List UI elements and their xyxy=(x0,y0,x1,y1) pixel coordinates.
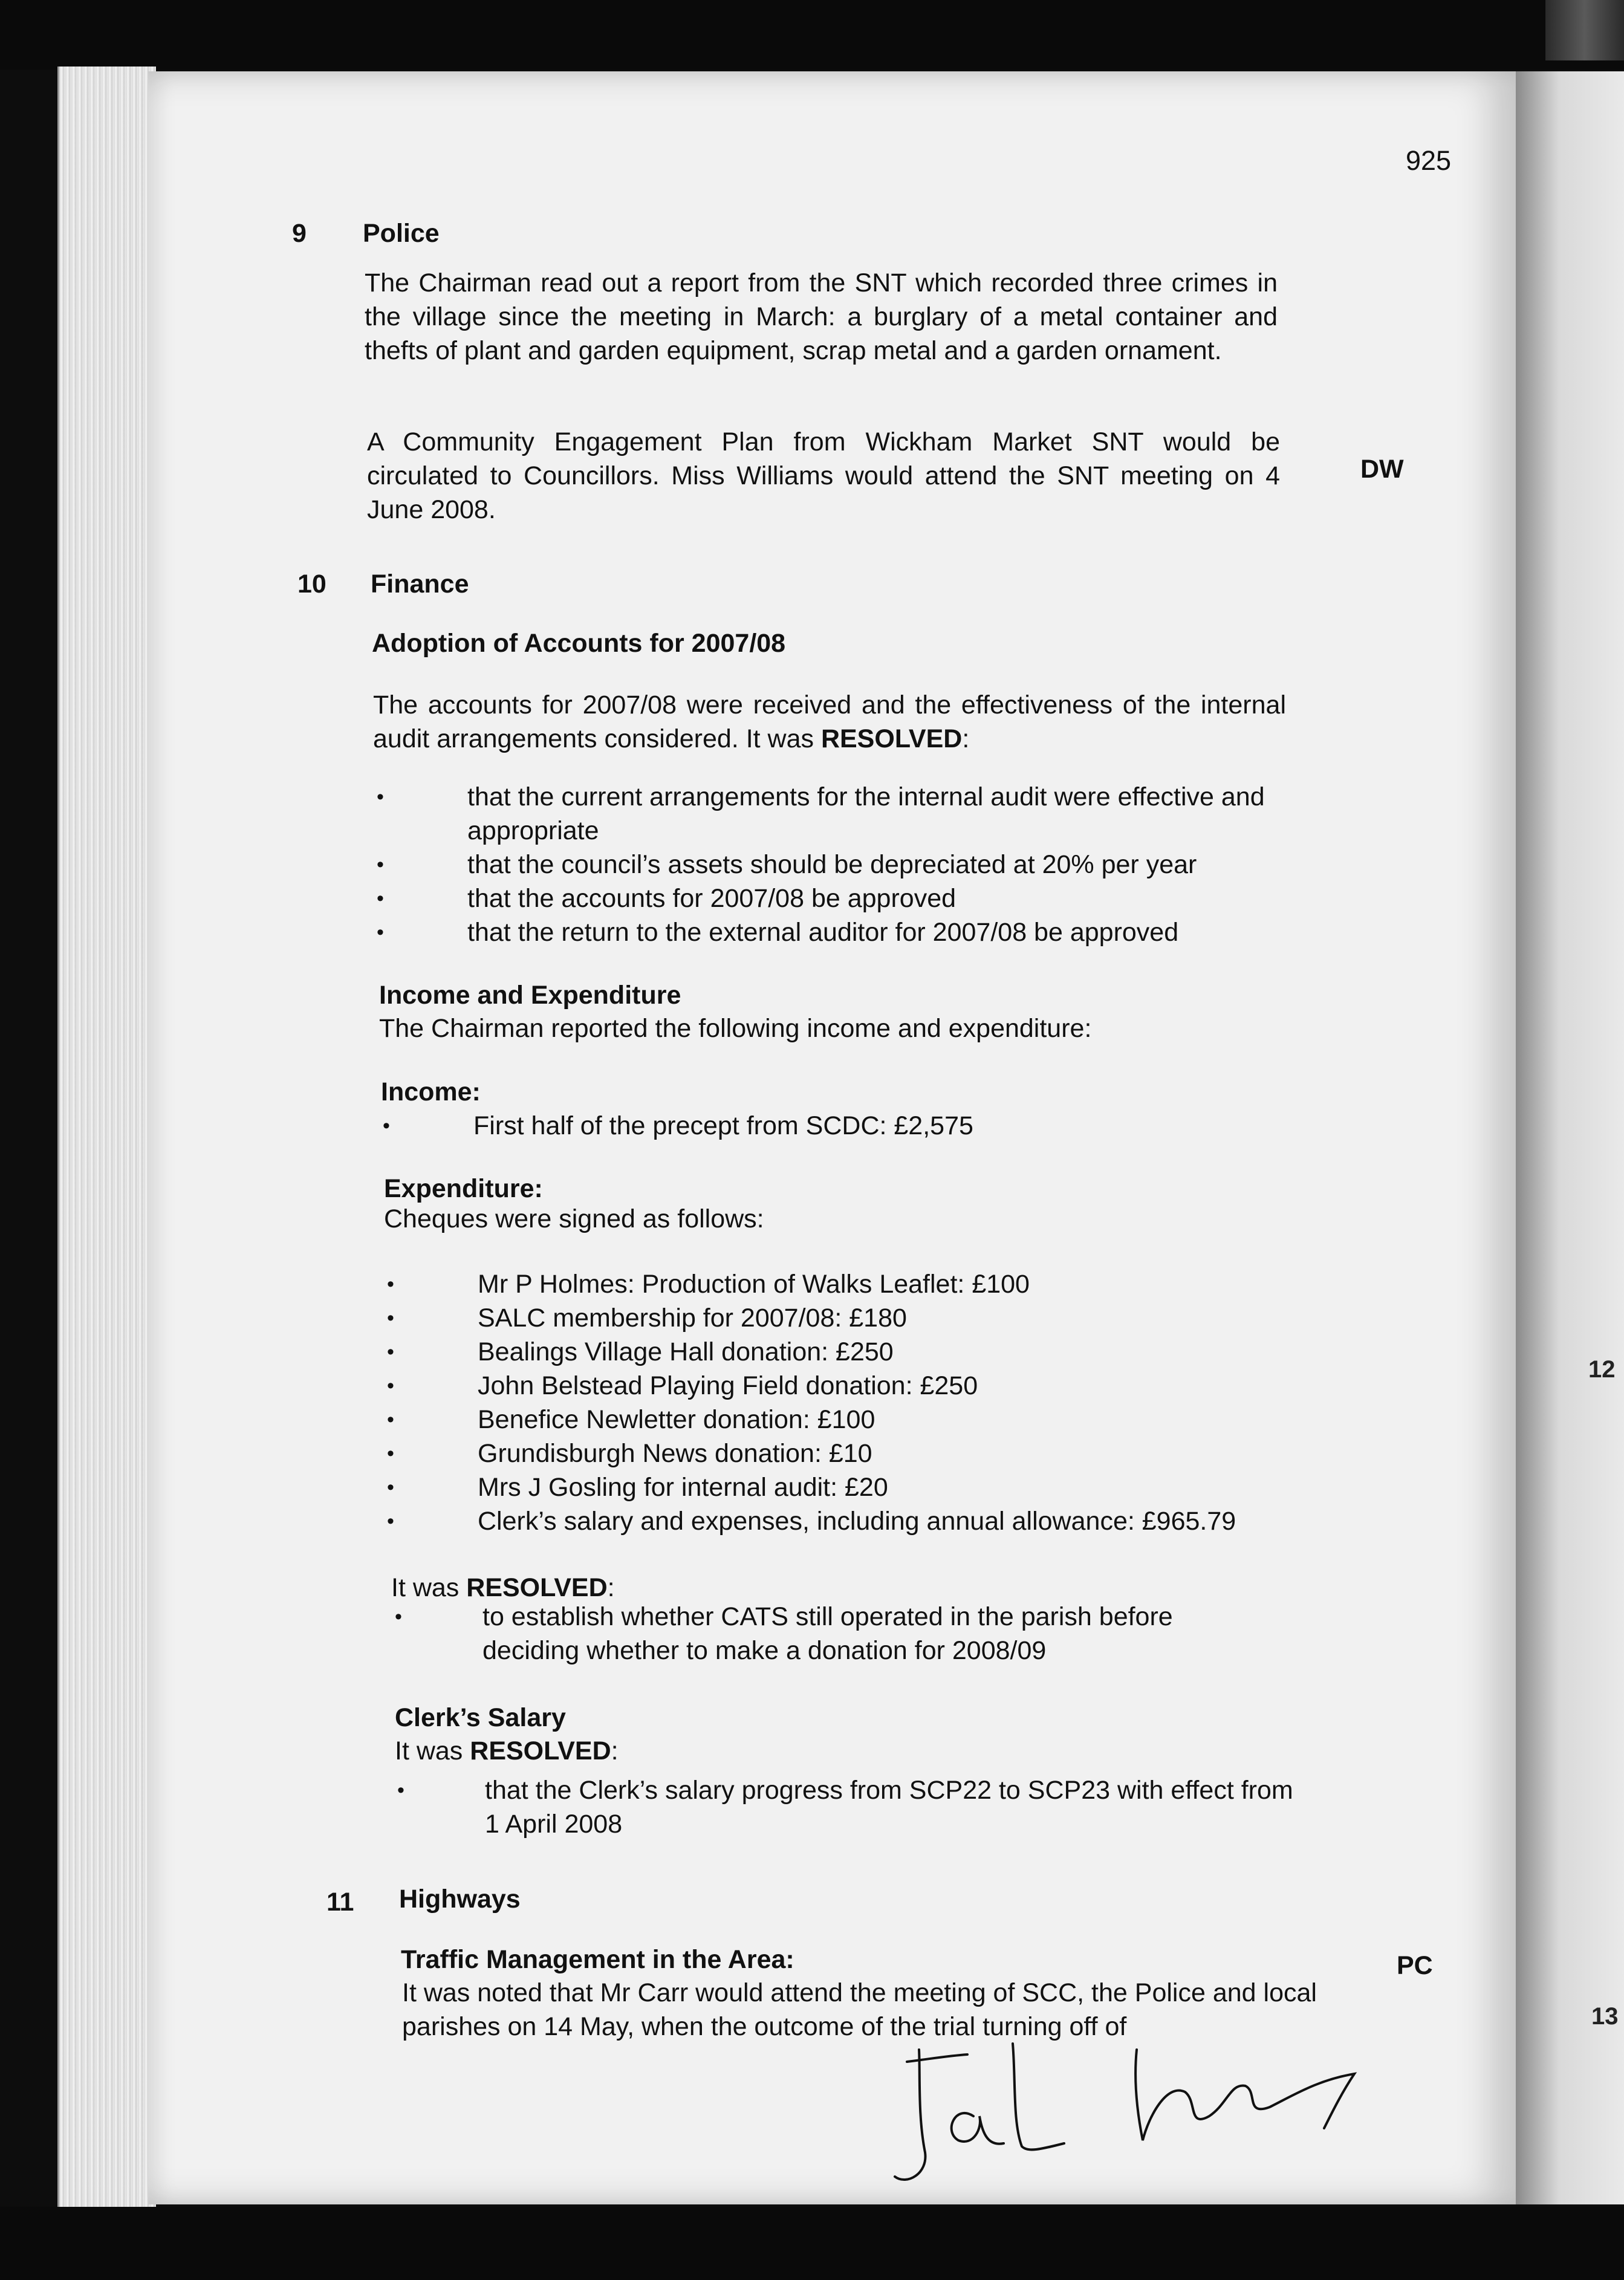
section-number: 11 xyxy=(326,1888,354,1917)
list-item: • Benefice Newletter donation: £100 xyxy=(387,1403,1354,1437)
list-item: • that the council’s assets should be depreciated at 20% per year xyxy=(377,848,1296,882)
page-number: 925 xyxy=(1406,145,1452,176)
traffic-paragraph: It was noted that Mr Carr would attend the meeting of SCC, the Police and local parishes on 14 May, when the outcome of the trial turning off of xyxy=(402,1978,1317,2041)
list-item: • that the current arrangements for the internal audit were effective and appropriate xyxy=(377,780,1296,848)
clerk-resolution-list xyxy=(397,1773,1304,1841)
scanner-background-corner xyxy=(1545,0,1624,60)
list-item: • First half of the precept from SCDC: £2,575 xyxy=(383,1109,1229,1143)
clerk-it-was-resolved: It was RESOLVED: xyxy=(395,1736,619,1765)
income-list xyxy=(383,1109,1229,1143)
list-item: • that the accounts for 2007/08 be approved xyxy=(377,882,1296,915)
cats-resolution-list xyxy=(395,1600,1302,1668)
resolutions-list xyxy=(377,780,1296,949)
book-page-edges xyxy=(57,67,156,2207)
police-report-paragraph: The Chairman read out a report from the SNT which recorded three crimes in the village since the meeting in March: a burglary of a metal container and thefts of plant and garden equipment, scrap metal and a garden ornament. xyxy=(365,268,1278,365)
it-was-resolved: It was RESOLVED: xyxy=(391,1573,615,1602)
income-expenditure-intro: The Chairman reported the following income and expenditure: xyxy=(379,1014,1092,1043)
expenditure-label: Expenditure: xyxy=(384,1174,543,1203)
next-page-fragment: 12 xyxy=(1588,1356,1616,1383)
section-number: 9 xyxy=(292,219,307,248)
scanner-background-top xyxy=(0,0,1624,70)
list-item: • Mr P Holmes: Production of Walks Leaflet: £100 xyxy=(387,1267,1354,1301)
section-title: Finance xyxy=(371,570,469,599)
list-item: • to establish whether CATS still operated in the parish before deciding whether to make a donation for 2008/09 xyxy=(395,1600,1196,1668)
scanner-background-bottom xyxy=(0,2207,1624,2280)
list-item: • Grundisburgh News donation: £10 xyxy=(387,1437,1354,1470)
income-label: Income: xyxy=(381,1077,481,1106)
section-number: 10 xyxy=(297,570,326,599)
section-title: Police xyxy=(363,219,440,248)
list-item: • that the Clerk’s salary progress from SCP22 to SCP23 with effect from 1 April 2008 xyxy=(397,1773,1307,1841)
list-item: • Bealings Village Hall donation: £250 xyxy=(387,1335,1354,1369)
subheading-traffic-management: Traffic Management in the Area: xyxy=(401,1945,794,1974)
list-item: • Mrs J Gosling for internal audit: £20 xyxy=(387,1470,1354,1504)
community-engagement-paragraph: A Community Engagement Plan from Wickham Market SNT would be circulated to Councillors. Miss Williams would attend the SNT meeting on 4 June 2008. xyxy=(367,427,1280,524)
expenditure-intro: Cheques were signed as follows: xyxy=(384,1204,764,1233)
handwritten-signature xyxy=(883,2025,1415,2201)
subheading-adoption-of-accounts: Adoption of Accounts for 2007/08 xyxy=(372,629,786,658)
action-initials: PC xyxy=(1397,1951,1433,1980)
subheading-clerks-salary: Clerk’s Salary xyxy=(395,1703,566,1732)
accounts-paragraph: The accounts for 2007/08 were received and the effectiveness of the internal audit arrangements considered. It was RESOLVED: xyxy=(373,690,1286,753)
list-item: • John Belstead Playing Field donation: £250 xyxy=(387,1369,1354,1403)
subheading-income-and-expenditure: Income and Expenditure xyxy=(379,981,681,1010)
document-page xyxy=(148,71,1516,2204)
list-item: • SALC membership for 2007/08: £180 xyxy=(387,1301,1354,1335)
list-item: • that the return to the external auditor for 2007/08 be approved xyxy=(377,915,1296,949)
next-page-edge xyxy=(1516,71,1624,2204)
next-page-fragment: 13 xyxy=(1591,2003,1619,2030)
action-initials: DW xyxy=(1360,455,1404,484)
cheques-list xyxy=(387,1267,1354,1538)
section-title: Highways xyxy=(399,1885,521,1914)
list-item: • Clerk’s salary and expenses, including annual allowance: £965.79 xyxy=(387,1504,1354,1538)
